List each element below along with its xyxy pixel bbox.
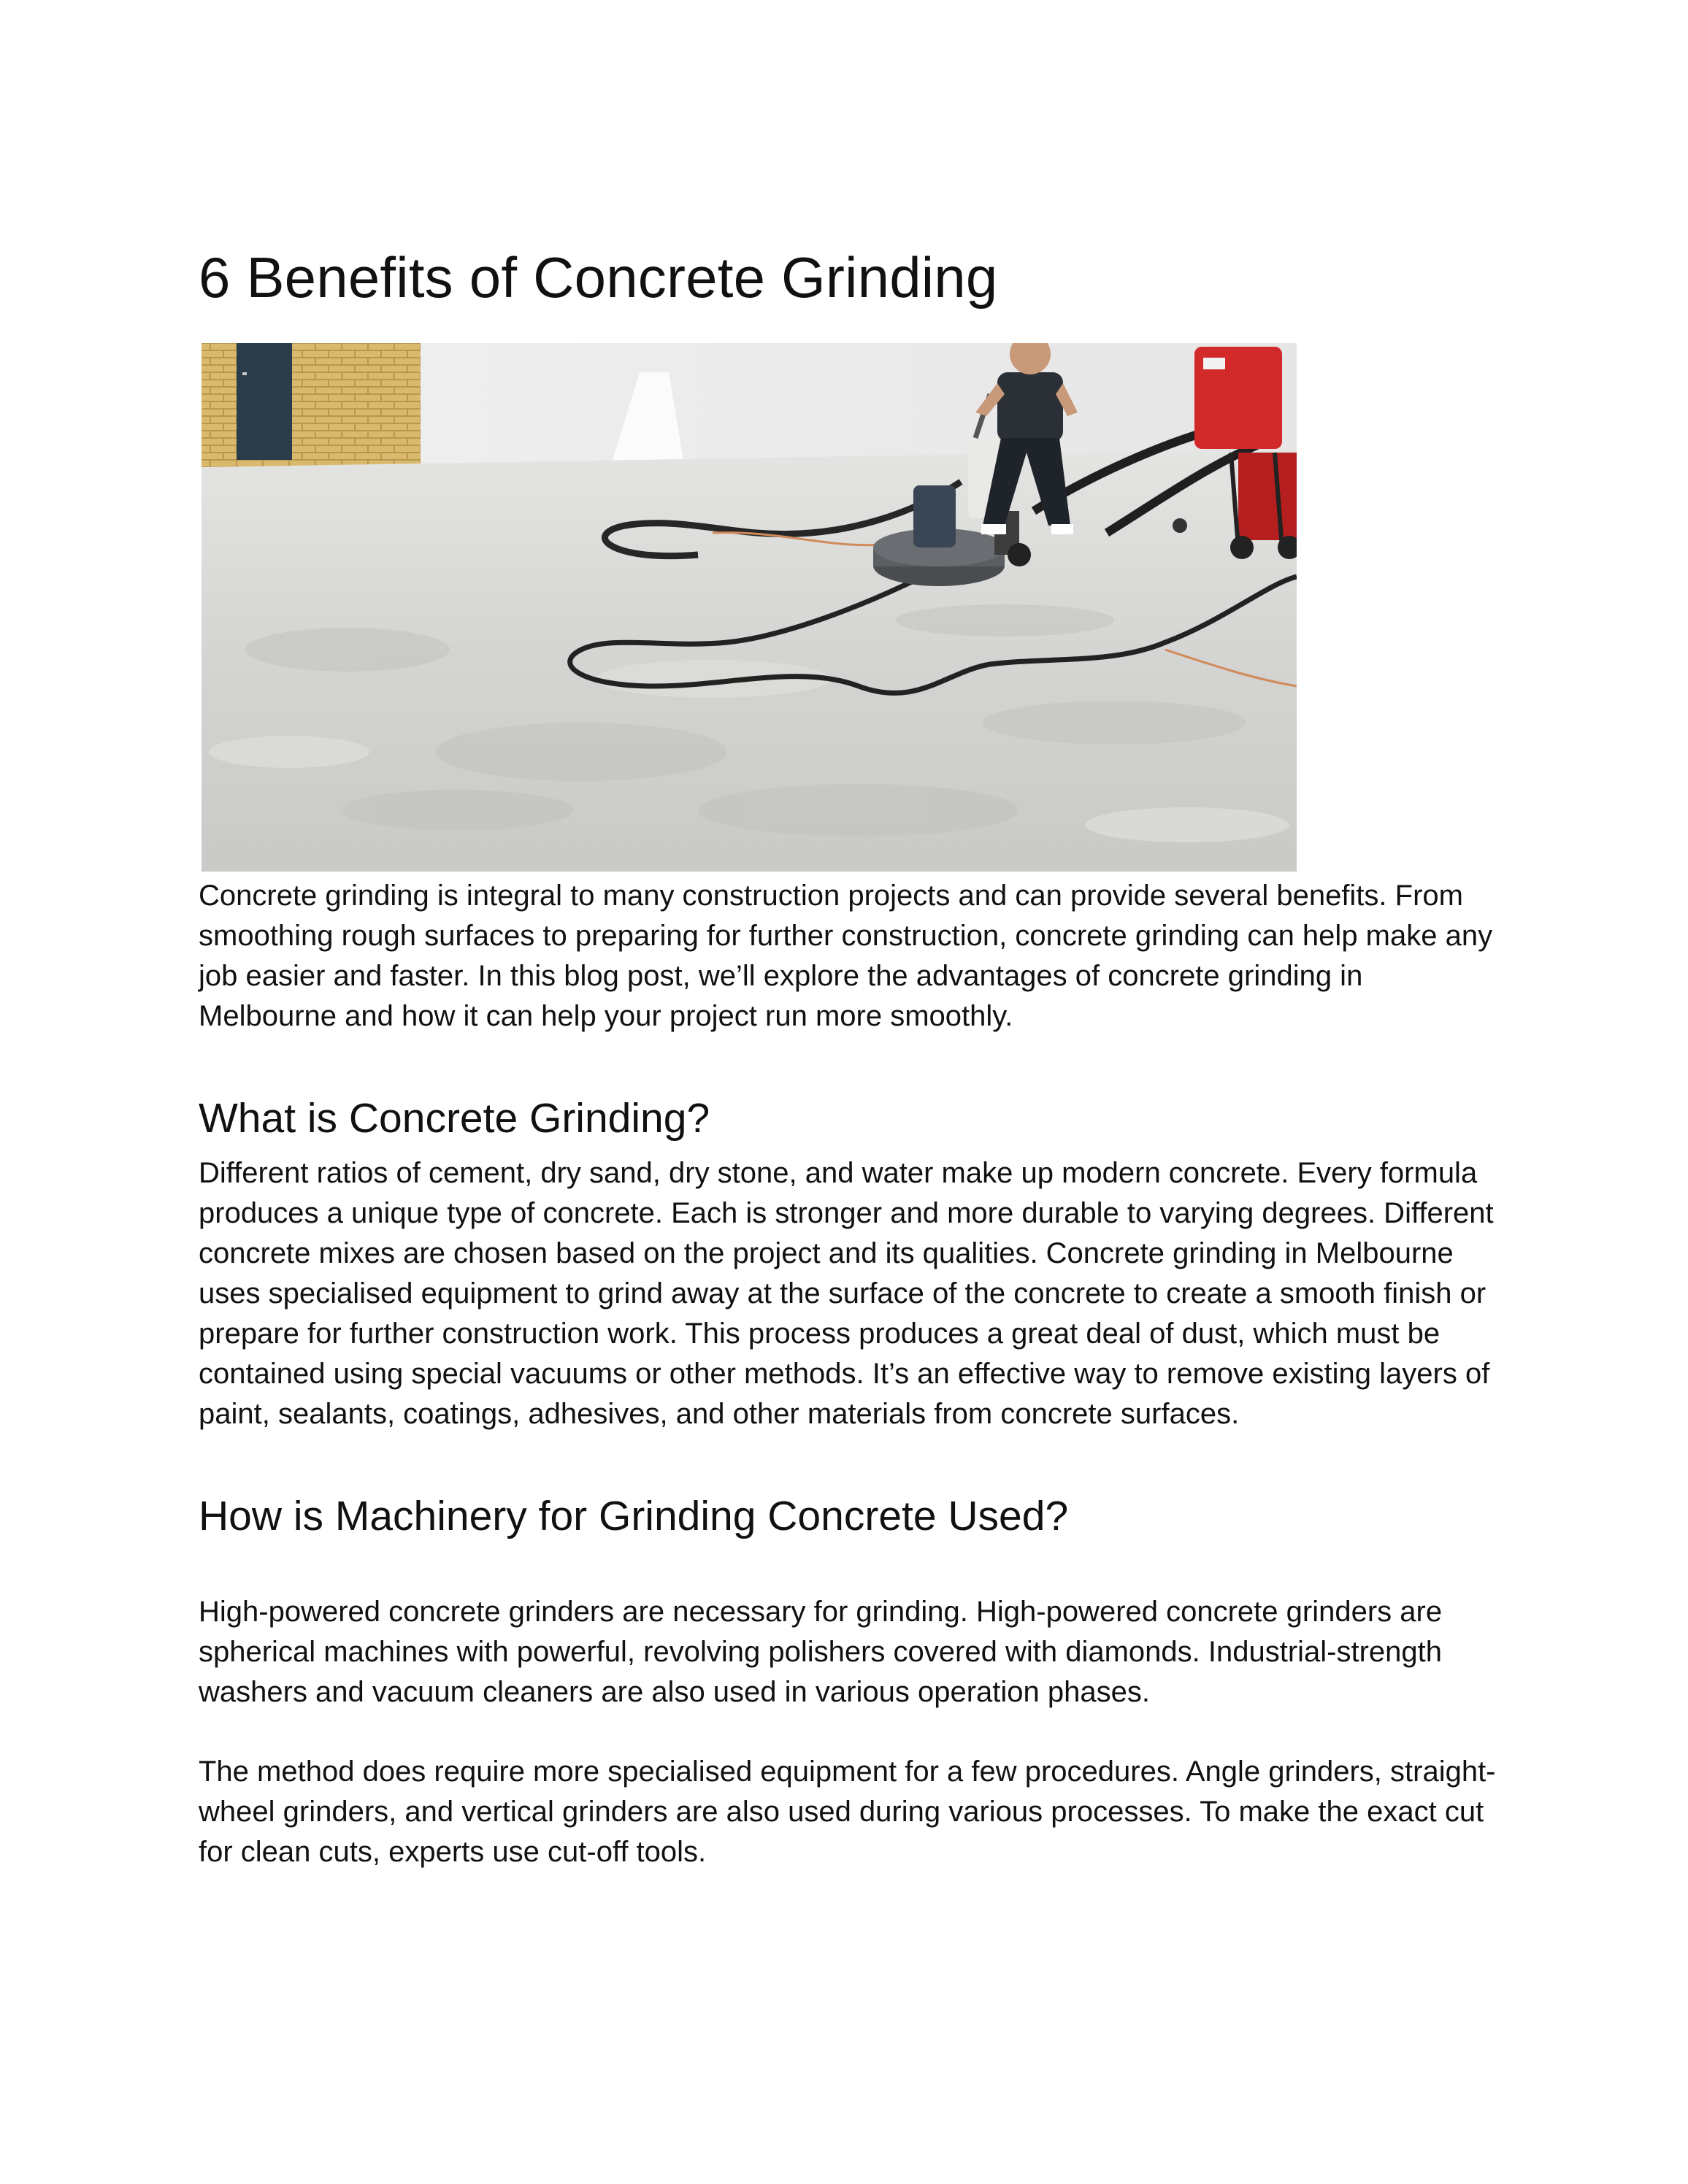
document-page bbox=[199, 241, 1498, 1872]
section-paragraph: Different ratios of cement, dry sand, dry stone, and water make up modern concrete. Every formula produces a unique type of concrete. Each is stronger and more durable to varying degrees. Different concrete mixes are chosen based on the project and its qualities. Concrete grinding in Melbourne uses specialised equipment to grind away at the surface of the concrete to create a smooth finish or prepare for further construction work. This process produces a great deal of dust, which must be contained using special vacuums or other methods. It’s an effective way to remove existing layers of paint, sealants, coatings, adhesives, and other materials from concrete surfaces. bbox=[199, 1157, 1494, 1430]
concrete-grinding-photo bbox=[202, 343, 1297, 872]
section-heading-machinery: How is Machinery for Grinding Concrete Used? bbox=[199, 1493, 1069, 1539]
intro-paragraph: Concrete grinding is integral to many construction projects and can provide several benefits. From smoothing rough surfaces to preparing for further construction, concrete grinding can help make any job easier and faster. In this blog post, we’ll explore the advantages of concrete grinding in Melbourne and how it can help your project run more smoothly. bbox=[199, 880, 1493, 1032]
section-heading-what-is: What is Concrete Grinding? bbox=[199, 1095, 710, 1142]
section-paragraph: The method does require more specialised equipment for a few procedures. Angle grinders, straight-wheel grinders, and vertical grinders are also used during various processes. To make the exact cut for clean cuts, experts use cut-off tools. bbox=[199, 1756, 1496, 1868]
photo-illustration bbox=[202, 343, 1297, 872]
page-title: 6 Benefits of Concrete Grinding bbox=[199, 245, 998, 309]
section-paragraph: High-powered concrete grinders are necessary for grinding. High-powered concrete grinders are spherical machines with powerful, revolving polishers covered with diamonds. Industrial-strength washers and vacuum cleaners are also used in various operation phases. bbox=[199, 1596, 1443, 1708]
